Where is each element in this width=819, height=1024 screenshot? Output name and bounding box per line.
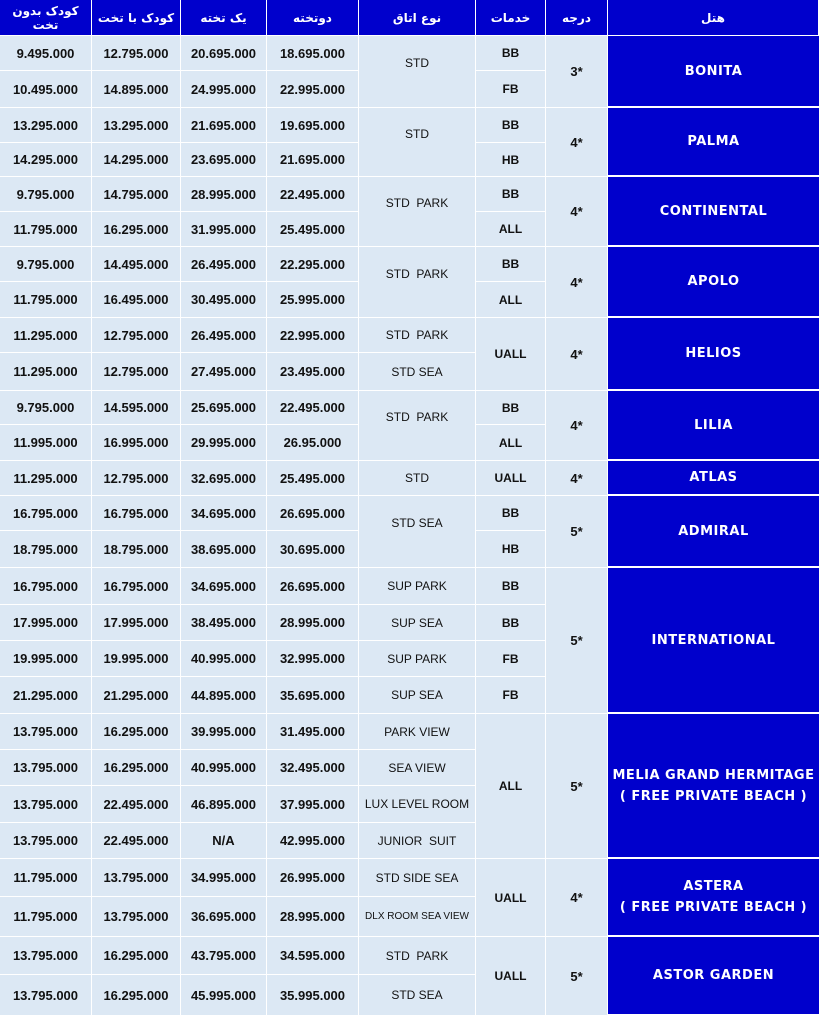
double-price: 22.495.000 xyxy=(267,391,359,425)
double-price: 35.695.000 xyxy=(267,677,359,714)
room-type: STD PARK xyxy=(359,937,476,975)
header-hotel: هتل xyxy=(608,0,819,36)
single-price: 31.995.000 xyxy=(181,212,267,247)
room-type: STD xyxy=(359,36,476,108)
service-code: FB xyxy=(476,641,546,677)
header-single: یک تخته xyxy=(181,0,267,36)
double-price: 26.95.000 xyxy=(267,425,359,461)
service-code: FB xyxy=(476,71,546,108)
service-code: BB xyxy=(476,36,546,71)
child-with-bed-price: 14.795.000 xyxy=(92,177,181,212)
room-type: STD PARK xyxy=(359,177,476,247)
hotel-name-text: HELIOS xyxy=(685,346,742,361)
single-price: 23.695.000 xyxy=(181,143,267,177)
hotel-name xyxy=(608,937,819,1016)
double-price: 25.495.000 xyxy=(267,461,359,496)
child-without-bed-price: 11.295.000 xyxy=(0,318,92,353)
hotel-grade: 4* xyxy=(546,391,608,461)
service-code: UALL xyxy=(476,937,546,1016)
service-code: ALL xyxy=(476,282,546,318)
double-price: 35.995.000 xyxy=(267,975,359,1016)
single-price: 24.995.000 xyxy=(181,71,267,108)
hotel-grade: 4* xyxy=(546,177,608,247)
hotel-name xyxy=(608,391,819,461)
hotel-grade: 5* xyxy=(546,714,608,859)
room-type: JUNIOR SUIT xyxy=(359,823,476,859)
header-room-type: نوع اتاق xyxy=(359,0,476,36)
child-without-bed-price: 9.795.000 xyxy=(0,391,92,425)
service-code: HB xyxy=(476,531,546,568)
single-price: N/A xyxy=(181,823,267,859)
hotel-grade: 5* xyxy=(546,496,608,568)
child-with-bed-price: 16.995.000 xyxy=(92,425,181,461)
double-price: 23.495.000 xyxy=(267,353,359,391)
service-code: BB xyxy=(476,496,546,531)
hotel-name-text: APOLO xyxy=(687,274,740,289)
hotel-grade: 4* xyxy=(546,108,608,177)
hotel-grade: 4* xyxy=(546,859,608,937)
single-price: 38.695.000 xyxy=(181,531,267,568)
single-price: 26.495.000 xyxy=(181,318,267,353)
room-type: STD xyxy=(359,461,476,496)
child-with-bed-price: 12.795.000 xyxy=(92,353,181,391)
single-price: 28.995.000 xyxy=(181,177,267,212)
single-price: 34.695.000 xyxy=(181,496,267,531)
service-code: BB xyxy=(476,177,546,212)
hotel-name-text: CONTINENTAL xyxy=(659,203,768,219)
child-with-bed-price: 17.995.000 xyxy=(92,605,181,641)
service-code: ALL xyxy=(476,425,546,461)
double-price: 37.995.000 xyxy=(267,786,359,823)
hotel-name xyxy=(608,496,819,568)
room-type: STD PARK xyxy=(359,247,476,318)
hotel-name xyxy=(608,568,819,714)
room-type: SUP SEA xyxy=(359,605,476,641)
header-double: دوتخته xyxy=(267,0,359,36)
child-with-bed-price: 12.795.000 xyxy=(92,318,181,353)
hotel-name xyxy=(608,108,819,177)
child-with-bed-price: 16.295.000 xyxy=(92,750,181,786)
service-code: BB xyxy=(476,605,546,641)
hotel-grade: 3* xyxy=(546,36,608,108)
child-with-bed-price: 16.495.000 xyxy=(92,282,181,318)
service-code: BB xyxy=(476,108,546,143)
child-without-bed-price: 9.795.000 xyxy=(0,247,92,282)
hotel-name-text: BONITA xyxy=(684,63,743,79)
hotel-name-text: INTERNATIONAL xyxy=(651,632,776,648)
child-without-bed-price: 13.795.000 xyxy=(0,823,92,859)
double-price: 18.695.000 xyxy=(267,36,359,71)
room-type: STD SEA xyxy=(359,353,476,391)
child-without-bed-price: 11.795.000 xyxy=(0,212,92,247)
service-code: UALL xyxy=(476,859,546,937)
room-type: LUX LEVEL ROOM xyxy=(359,786,476,823)
child-without-bed-price: 13.795.000 xyxy=(0,714,92,750)
service-code: HB xyxy=(476,143,546,177)
room-type: SUP SEA xyxy=(359,677,476,714)
child-with-bed-price: 14.895.000 xyxy=(92,71,181,108)
single-price: 20.695.000 xyxy=(181,36,267,71)
hotel-grade: 4* xyxy=(546,318,608,391)
child-with-bed-price: 12.795.000 xyxy=(92,36,181,71)
single-price: 29.995.000 xyxy=(181,425,267,461)
double-price: 22.995.000 xyxy=(267,318,359,353)
double-price: 26.995.000 xyxy=(267,859,359,897)
hotel-name-text: LILIA xyxy=(694,417,733,433)
single-price: 32.695.000 xyxy=(181,461,267,496)
single-price: 30.495.000 xyxy=(181,282,267,318)
child-with-bed-price: 14.295.000 xyxy=(92,143,181,177)
hotel-name-text: MELIA GRAND HERMITAGE xyxy=(612,767,815,783)
child-with-bed-price: 12.795.000 xyxy=(92,461,181,496)
double-price: 30.695.000 xyxy=(267,531,359,568)
room-type: PARK VIEW xyxy=(359,714,476,750)
child-without-bed-price: 11.795.000 xyxy=(0,859,92,897)
double-price: 22.995.000 xyxy=(267,71,359,108)
single-price: 38.495.000 xyxy=(181,605,267,641)
child-without-bed-price: 11.295.000 xyxy=(0,461,92,496)
double-price: 34.595.000 xyxy=(267,937,359,975)
child-without-bed-price: 11.795.000 xyxy=(0,282,92,318)
child-with-bed-price: 22.495.000 xyxy=(92,786,181,823)
double-price: 31.495.000 xyxy=(267,714,359,750)
room-type: STD SEA xyxy=(359,496,476,568)
room-type: DLX ROOM SEA VIEW xyxy=(359,897,476,937)
hotel-name xyxy=(608,36,819,108)
service-code: BB xyxy=(476,391,546,425)
room-type: SUP PARK xyxy=(359,641,476,677)
double-price: 32.995.000 xyxy=(267,641,359,677)
child-without-bed-price: 19.995.000 xyxy=(0,641,92,677)
child-with-bed-price: 14.595.000 xyxy=(92,391,181,425)
double-price: 25.995.000 xyxy=(267,282,359,318)
child-without-bed-price: 13.795.000 xyxy=(0,975,92,1016)
child-with-bed-price: 21.295.000 xyxy=(92,677,181,714)
child-without-bed-price: 13.295.000 xyxy=(0,108,92,143)
hotel-name-text: ASTOR GARDEN xyxy=(652,968,775,983)
service-code: UALL xyxy=(476,461,546,496)
child-without-bed-price: 18.795.000 xyxy=(0,531,92,568)
child-without-bed-price: 21.295.000 xyxy=(0,677,92,714)
room-type: STD SEA xyxy=(359,975,476,1016)
child-with-bed-price: 16.795.000 xyxy=(92,568,181,605)
double-price: 32.495.000 xyxy=(267,750,359,786)
service-code: UALL xyxy=(476,318,546,391)
hotel-name-text: PALMA xyxy=(687,134,740,149)
double-price: 26.695.000 xyxy=(267,568,359,605)
double-price: 42.995.000 xyxy=(267,823,359,859)
child-with-bed-price: 14.495.000 xyxy=(92,247,181,282)
child-with-bed-price: 16.295.000 xyxy=(92,937,181,975)
child-without-bed-price: 13.795.000 xyxy=(0,937,92,975)
hotel-note-text: ( FREE PRIVATE BEACH ) xyxy=(619,788,808,804)
child-without-bed-price: 16.795.000 xyxy=(0,568,92,605)
service-code: ALL xyxy=(476,714,546,859)
hotel-grade: 4* xyxy=(546,461,608,496)
child-without-bed-price: 13.795.000 xyxy=(0,750,92,786)
room-type: SEA VIEW xyxy=(359,750,476,786)
single-price: 43.795.000 xyxy=(181,937,267,975)
room-type: STD PARK xyxy=(359,318,476,353)
header-services: خدمات xyxy=(476,0,546,36)
hotel-name xyxy=(608,247,819,318)
child-with-bed-price: 18.795.000 xyxy=(92,531,181,568)
child-with-bed-price: 22.495.000 xyxy=(92,823,181,859)
header-grade: درجه xyxy=(546,0,608,36)
hotel-grade: 5* xyxy=(546,568,608,714)
child-with-bed-price: 13.795.000 xyxy=(92,859,181,897)
double-price: 26.695.000 xyxy=(267,496,359,531)
child-without-bed-price: 17.995.000 xyxy=(0,605,92,641)
hotel-grade: 4* xyxy=(546,247,608,318)
single-price: 46.895.000 xyxy=(181,786,267,823)
single-price: 36.695.000 xyxy=(181,897,267,937)
child-without-bed-price: 9.795.000 xyxy=(0,177,92,212)
child-with-bed-price: 16.795.000 xyxy=(92,496,181,531)
hotel-name-text: ASTERA xyxy=(683,879,744,894)
double-price: 28.995.000 xyxy=(267,897,359,937)
double-price: 21.695.000 xyxy=(267,143,359,177)
hotel-name xyxy=(608,177,819,247)
single-price: 34.695.000 xyxy=(181,568,267,605)
hotel-name xyxy=(608,714,819,859)
child-without-bed-price: 14.295.000 xyxy=(0,143,92,177)
child-with-bed-price: 19.995.000 xyxy=(92,641,181,677)
single-price: 40.995.000 xyxy=(181,641,267,677)
service-code: ALL xyxy=(476,212,546,247)
hotel-name-text: ATLAS xyxy=(689,470,738,485)
service-code: BB xyxy=(476,568,546,605)
double-price: 22.295.000 xyxy=(267,247,359,282)
double-price: 25.495.000 xyxy=(267,212,359,247)
hotel-grade: 5* xyxy=(546,937,608,1016)
header-child-with-bed: کودک با تخت xyxy=(92,0,181,36)
single-price: 27.495.000 xyxy=(181,353,267,391)
child-without-bed-price: 11.995.000 xyxy=(0,425,92,461)
hotel-note-text: ( FREE PRIVATE BEACH ) xyxy=(619,900,808,915)
service-code: BB xyxy=(476,247,546,282)
single-price: 25.695.000 xyxy=(181,391,267,425)
child-with-bed-price: 16.295.000 xyxy=(92,212,181,247)
hotel-name-text: ADMIRAL xyxy=(678,523,749,539)
child-with-bed-price: 13.795.000 xyxy=(92,897,181,937)
child-without-bed-price: 11.295.000 xyxy=(0,353,92,391)
double-price: 22.495.000 xyxy=(267,177,359,212)
single-price: 40.995.000 xyxy=(181,750,267,786)
single-price: 39.995.000 xyxy=(181,714,267,750)
hotel-name xyxy=(608,318,819,391)
child-without-bed-price: 10.495.000 xyxy=(0,71,92,108)
single-price: 26.495.000 xyxy=(181,247,267,282)
room-type: STD PARK xyxy=(359,391,476,461)
hotel-name xyxy=(608,461,819,496)
child-without-bed-price: 13.795.000 xyxy=(0,786,92,823)
child-with-bed-price: 16.295.000 xyxy=(92,714,181,750)
hotel-name xyxy=(608,859,819,937)
child-with-bed-price: 16.295.000 xyxy=(92,975,181,1016)
room-type: STD SIDE SEA xyxy=(359,859,476,897)
room-type: SUP PARK xyxy=(359,568,476,605)
room-type: STD xyxy=(359,108,476,177)
single-price: 45.995.000 xyxy=(181,975,267,1016)
double-price: 28.995.000 xyxy=(267,605,359,641)
double-price: 19.695.000 xyxy=(267,108,359,143)
service-code: FB xyxy=(476,677,546,714)
child-without-bed-price: 9.495.000 xyxy=(0,36,92,71)
child-without-bed-price: 11.795.000 xyxy=(0,897,92,937)
child-without-bed-price: 16.795.000 xyxy=(0,496,92,531)
single-price: 34.995.000 xyxy=(181,859,267,897)
single-price: 44.895.000 xyxy=(181,677,267,714)
child-with-bed-price: 13.295.000 xyxy=(92,108,181,143)
header-child-without-bed: کودک بدون تخت xyxy=(0,0,92,36)
single-price: 21.695.000 xyxy=(181,108,267,143)
